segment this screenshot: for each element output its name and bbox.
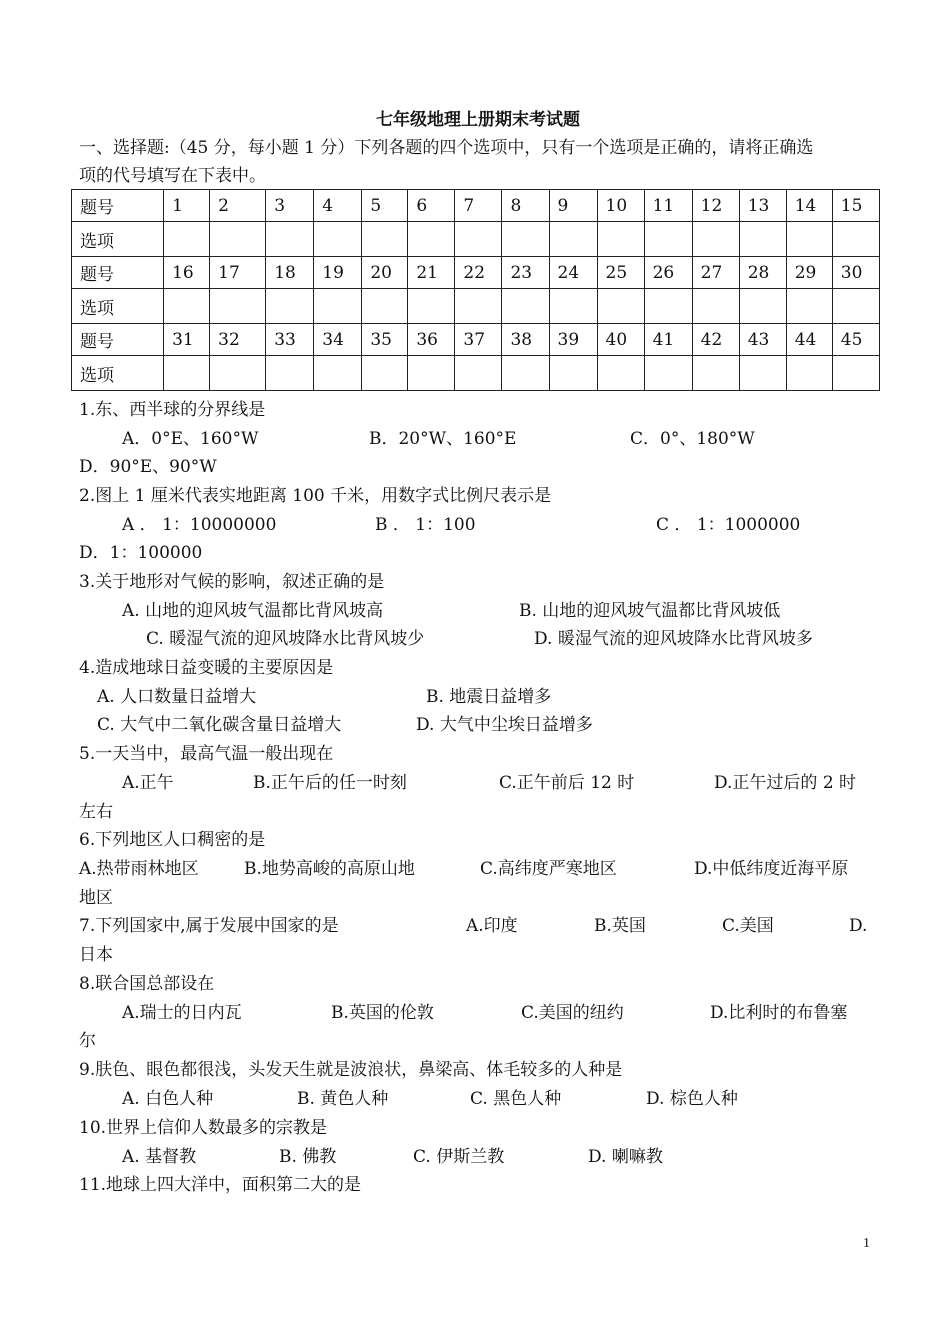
q9-stem: 9.肤色、眼色都很浅，头发天生就是波浪状，鼻梁高、体毛较多的人种是 (79, 1060, 623, 1080)
q6-option-d: D.中低纬度近海平原 (694, 859, 849, 879)
q2-option-d: D．1：100000 (79, 543, 203, 563)
q5-option-a: A.正午 (122, 773, 174, 793)
question-number-cell: 20 (362, 257, 408, 289)
q10-stem: 10.世界上信仰人数最多的宗教是 (79, 1118, 328, 1138)
answer-cell[interactable] (739, 222, 786, 257)
question-number-cell: 41 (644, 324, 692, 356)
question-number-cell: 30 (832, 257, 879, 289)
answer-row (72, 289, 880, 324)
question-number-cell: 23 (502, 257, 549, 289)
q7-stem: 7.下列国家中,属于发展中国家的是 (79, 916, 339, 936)
question-number-cell: 19 (314, 257, 362, 289)
question-number-cell: 12 (692, 190, 739, 222)
question-number-cell: 43 (739, 324, 786, 356)
q1-option-a: A．0°E、160°W (122, 429, 259, 449)
q1-stem: 1.东、西半球的分界线是 (79, 400, 266, 420)
q4-option-a: A. 人口数量日益增大 (97, 687, 257, 707)
q5-option-c: C.正午前后 12 时 (499, 773, 635, 793)
question-number-cell: 42 (692, 324, 739, 356)
answer-cell[interactable] (502, 356, 549, 391)
question-number-cell: 14 (786, 190, 832, 222)
answer-cell[interactable] (502, 289, 549, 324)
q8-option-a: A.瑞士的日内瓦 (122, 1003, 242, 1023)
q2-option-b: B ． 1：100 (375, 515, 476, 535)
question-number-cell: 38 (502, 324, 549, 356)
q3-option-d: D. 暖湿气流的迎风坡降水比背风坡多 (534, 629, 813, 649)
q3-option-c: C. 暖湿气流的迎风坡降水比背风坡少 (146, 629, 425, 649)
answer-row (72, 356, 880, 391)
question-number-cell: 16 (164, 257, 210, 289)
question-number-cell: 13 (739, 190, 786, 222)
answer-cell[interactable] (362, 356, 408, 391)
answer-cell[interactable] (455, 222, 502, 257)
question-number-cell: 28 (739, 257, 786, 289)
instructions-line-2: 项的代号填写在下表中。 (79, 166, 266, 186)
question-number-cell: 29 (786, 257, 832, 289)
question-number-cell: 3 (266, 190, 314, 222)
question-number-cell: 1 (164, 190, 210, 222)
answer-cell[interactable] (692, 222, 739, 257)
question-number-cell: 2 (210, 190, 266, 222)
answer-cell[interactable] (362, 222, 408, 257)
q2-stem: 2.图上 1 厘米代表实地距离 100 千米，用数字式比例尺表示是 (79, 486, 552, 506)
question-number-cell: 9 (549, 190, 597, 222)
answer-cell[interactable] (266, 356, 314, 391)
q6-option-b: B.地势高峻的高原山地 (244, 859, 415, 879)
q3-option-a: A. 山地的迎风坡气温都比背风坡高 (122, 601, 384, 621)
answer-cell[interactable] (502, 222, 549, 257)
q8-option-d-continued: 尔 (79, 1031, 96, 1051)
q4-option-d: D. 大气中尘埃日益增多 (416, 715, 593, 735)
answer-cell[interactable] (692, 356, 739, 391)
question-number-cell: 5 (362, 190, 408, 222)
q6-option-d-continued: 地区 (79, 888, 113, 908)
question-number-cell: 21 (408, 257, 455, 289)
instructions-line-1: 一、选择题:（45 分，每小题 1 分）下列各题的四个选项中，只有一个选项是正确的，请将正确选 (79, 138, 814, 158)
question-number-cell: 8 (502, 190, 549, 222)
answer-cell[interactable] (832, 289, 879, 324)
q6-option-c: C.高纬度严寒地区 (480, 859, 617, 879)
q4-option-c: C. 大气中二氧化碳含量日益增大 (97, 715, 342, 735)
answer-cell[interactable] (164, 356, 210, 391)
q7-option-c: C.美国 (722, 916, 774, 936)
question-number-cell: 15 (832, 190, 879, 222)
question-number-cell: 7 (455, 190, 502, 222)
answer-cell[interactable] (266, 289, 314, 324)
q8-option-b: B.英国的伦敦 (331, 1003, 434, 1023)
answer-cell[interactable] (408, 222, 455, 257)
q8-stem: 8.联合国总部设在 (79, 974, 215, 994)
question-number-cell: 27 (692, 257, 739, 289)
question-number-cell: 6 (408, 190, 455, 222)
answer-cell[interactable] (597, 222, 644, 257)
question-number-cell: 25 (597, 257, 644, 289)
q4-option-b: B. 地震日益增多 (426, 687, 552, 707)
answer-cell[interactable] (362, 289, 408, 324)
number-row (72, 257, 880, 289)
number-row-label: 题号 (72, 257, 164, 289)
q6-option-a: A.热带雨林地区 (79, 859, 199, 879)
question-number-cell: 17 (210, 257, 266, 289)
q7-option-a: A.印度 (466, 916, 518, 936)
q2-option-c: C ． 1：1000000 (656, 515, 801, 535)
answer-cell[interactable] (549, 222, 597, 257)
q7-option-d-continued: 日本 (79, 945, 113, 965)
answer-cell[interactable] (597, 289, 644, 324)
question-number-cell: 18 (266, 257, 314, 289)
answer-cell[interactable] (455, 356, 502, 391)
q9-option-a: A. 白色人种 (122, 1089, 214, 1109)
q8-option-d: D.比利时的布鲁塞 (710, 1003, 848, 1023)
number-row (72, 324, 880, 356)
q4-stem: 4.造成地球日益变暖的主要原因是 (79, 658, 334, 678)
q6-stem: 6.下列地区人口稠密的是 (79, 830, 266, 850)
q2-option-a: A ． 1：10000000 (122, 515, 277, 535)
question-number-cell: 24 (549, 257, 597, 289)
answer-cell[interactable] (832, 222, 879, 257)
q9-option-b: B. 黄色人种 (297, 1089, 389, 1109)
answer-cell[interactable] (597, 356, 644, 391)
answer-cell[interactable] (549, 356, 597, 391)
question-number-cell: 44 (786, 324, 832, 356)
q10-option-c: C. 伊斯兰教 (413, 1147, 505, 1167)
question-number-cell: 39 (549, 324, 597, 356)
answer-cell[interactable] (314, 356, 362, 391)
answer-cell[interactable] (786, 222, 832, 257)
answer-cell[interactable] (408, 289, 455, 324)
answer-cell[interactable] (408, 356, 455, 391)
page-title: 七年级地理上册期末考试题 (376, 110, 580, 130)
question-number-cell: 34 (314, 324, 362, 356)
q1-option-c: C．0°、180°W (630, 429, 755, 449)
answer-cell[interactable] (210, 222, 266, 257)
q1-option-d: D．90°E、90°W (79, 457, 217, 477)
answer-cell[interactable] (644, 356, 692, 391)
answer-cell[interactable] (314, 222, 362, 257)
answer-row (72, 222, 880, 257)
q5-option-d: D.正午过后的 2 时 (714, 773, 857, 793)
answer-cell[interactable] (266, 222, 314, 257)
answer-cell[interactable] (644, 289, 692, 324)
answer-row-label: 选项 (72, 356, 164, 391)
answer-table (71, 189, 880, 391)
q9-option-d: D. 棕色人种 (646, 1089, 738, 1109)
answer-cell[interactable] (314, 289, 362, 324)
question-number-cell: 31 (164, 324, 210, 356)
q10-option-a: A. 基督教 (122, 1147, 197, 1167)
answer-cell[interactable] (786, 356, 832, 391)
answer-cell[interactable] (739, 356, 786, 391)
q3-stem: 3.关于地形对气候的影响，叙述正确的是 (79, 572, 385, 592)
answer-cell[interactable] (210, 289, 266, 324)
answer-cell[interactable] (644, 222, 692, 257)
question-number-cell: 32 (210, 324, 266, 356)
q10-option-b: B. 佛教 (279, 1147, 337, 1167)
question-number-cell: 11 (644, 190, 692, 222)
question-number-cell: 45 (832, 324, 879, 356)
answer-cell[interactable] (692, 289, 739, 324)
question-number-cell: 10 (597, 190, 644, 222)
q5-option-b: B.正午后的任一时刻 (253, 773, 407, 793)
q11-stem: 11.地球上四大洋中，面积第二大的是 (79, 1175, 362, 1195)
q1-option-b: B．20°W、160°E (369, 429, 517, 449)
question-number-cell: 35 (362, 324, 408, 356)
question-number-cell: 4 (314, 190, 362, 222)
answer-cell[interactable] (832, 356, 879, 391)
answer-cell[interactable] (786, 289, 832, 324)
answer-cell[interactable] (164, 222, 210, 257)
answer-row-label: 选项 (72, 222, 164, 257)
question-number-cell: 26 (644, 257, 692, 289)
answer-cell[interactable] (739, 289, 786, 324)
q3-option-b: B. 山地的迎风坡气温都比背风坡低 (519, 601, 781, 621)
number-row-label: 题号 (72, 324, 164, 356)
question-number-cell: 37 (455, 324, 502, 356)
answer-cell[interactable] (455, 289, 502, 324)
question-number-cell: 22 (455, 257, 502, 289)
number-row-label: 题号 (72, 190, 164, 222)
number-row (72, 190, 880, 222)
q5-stem: 5.一天当中，最高气温一般出现在 (79, 744, 334, 764)
answer-cell[interactable] (549, 289, 597, 324)
q10-option-d: D. 喇嘛教 (588, 1147, 663, 1167)
answer-cell[interactable] (210, 356, 266, 391)
q8-option-c: C.美国的纽约 (521, 1003, 624, 1023)
answer-cell[interactable] (164, 289, 210, 324)
q5-option-d-continued: 左右 (79, 802, 113, 822)
question-number-cell: 33 (266, 324, 314, 356)
question-number-cell: 36 (408, 324, 455, 356)
q7-option-b: B.英国 (594, 916, 646, 936)
answer-row-label: 选项 (72, 289, 164, 324)
page-number: 1 (863, 1236, 870, 1251)
q9-option-c: C. 黑色人种 (470, 1089, 562, 1109)
q7-option-d: D. (849, 916, 868, 936)
question-number-cell: 40 (597, 324, 644, 356)
